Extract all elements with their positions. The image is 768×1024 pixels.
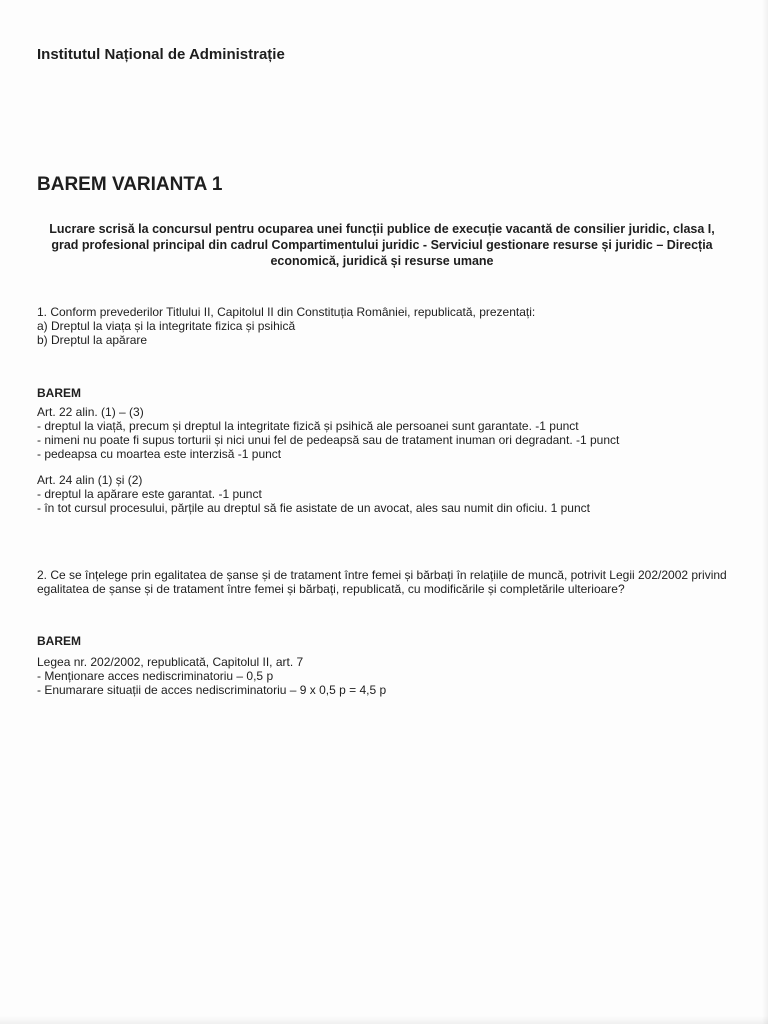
question-2-item-2: - Enumarare situații de acces nediscriminatoriu – 9 x 0,5 p = 4,5 p xyxy=(37,683,387,697)
art24-section xyxy=(37,473,590,515)
art24-item-2: - în tot cursul procesului, părțile au dreptul să fie asistate de un avocat, ales sau numit din oficiu. 1 punct xyxy=(37,501,590,515)
document-subtitle: Lucrare scrisă la concursul pentru ocuparea unei funcții publice de execuție vacantă de consilier juridic, clasa I, grad profesional principal din cadrul Compartimentului juridic - Serviciul gestionare resurse și juridic – Direcția economică, juridică și resurse umane xyxy=(49,222,715,268)
art24-item-1: - dreptul la apărare este garantat. -1 punct xyxy=(37,487,262,501)
scan-bottom-shadow xyxy=(0,1016,768,1024)
art22-item-2: - nimeni nu poate fi supus torturii și nici unui fel de pedeapsă sau de tratament inuman ori degradant. -1 punct xyxy=(37,433,620,447)
question-1-option-a: a) Dreptul la viața și la integritate fizica și psihică xyxy=(37,319,296,333)
law-reference: Legea nr. 202/2002, republicată, Capitolul II, art. 7 xyxy=(37,655,304,669)
barem-heading-1: BAREM xyxy=(37,386,81,400)
question-2-barem xyxy=(37,655,386,697)
art22-item-1: - dreptul la viață, precum și dreptul la integritate fizică și psihică ale persoanei sunt garantate. -1 punct xyxy=(37,419,579,433)
question-1 xyxy=(37,305,535,347)
art22-section xyxy=(37,405,619,461)
art22-item-3: - pedeapsa cu moartea este interzisă -1 punct xyxy=(37,447,282,461)
question-1-text: 1. Conform prevederilor Titlului II, Capitolul II din Constituția României, republicată, prezentați: xyxy=(37,305,536,319)
question-2-item-1: - Menționare acces nediscriminatoriu – 0,5 p xyxy=(37,669,274,683)
scan-edge-shadow xyxy=(762,0,768,1024)
barem-heading-2: BAREM xyxy=(37,634,81,648)
question-2-text: 2. Ce se înțelege prin egalitatea de șanse și de tratament între femei și bărbați în relațiile de muncă, potrivit Legii 202/2002 privind egalitatea de șanse și de tratament între femei și bărbați, republicată, cu modificările și completările ulterioare? xyxy=(37,568,727,596)
question-1-option-b: b) Dreptul la apărare xyxy=(37,333,148,347)
art22-heading: Art. 22 alin. (1) – (3) xyxy=(37,405,144,419)
art24-heading: Art. 24 alin (1) și (2) xyxy=(37,473,143,487)
question-2 xyxy=(37,568,727,596)
document-title: BAREM VARIANTA 1 xyxy=(37,174,223,195)
institution-name: Institutul Național de Administrație xyxy=(37,46,285,63)
